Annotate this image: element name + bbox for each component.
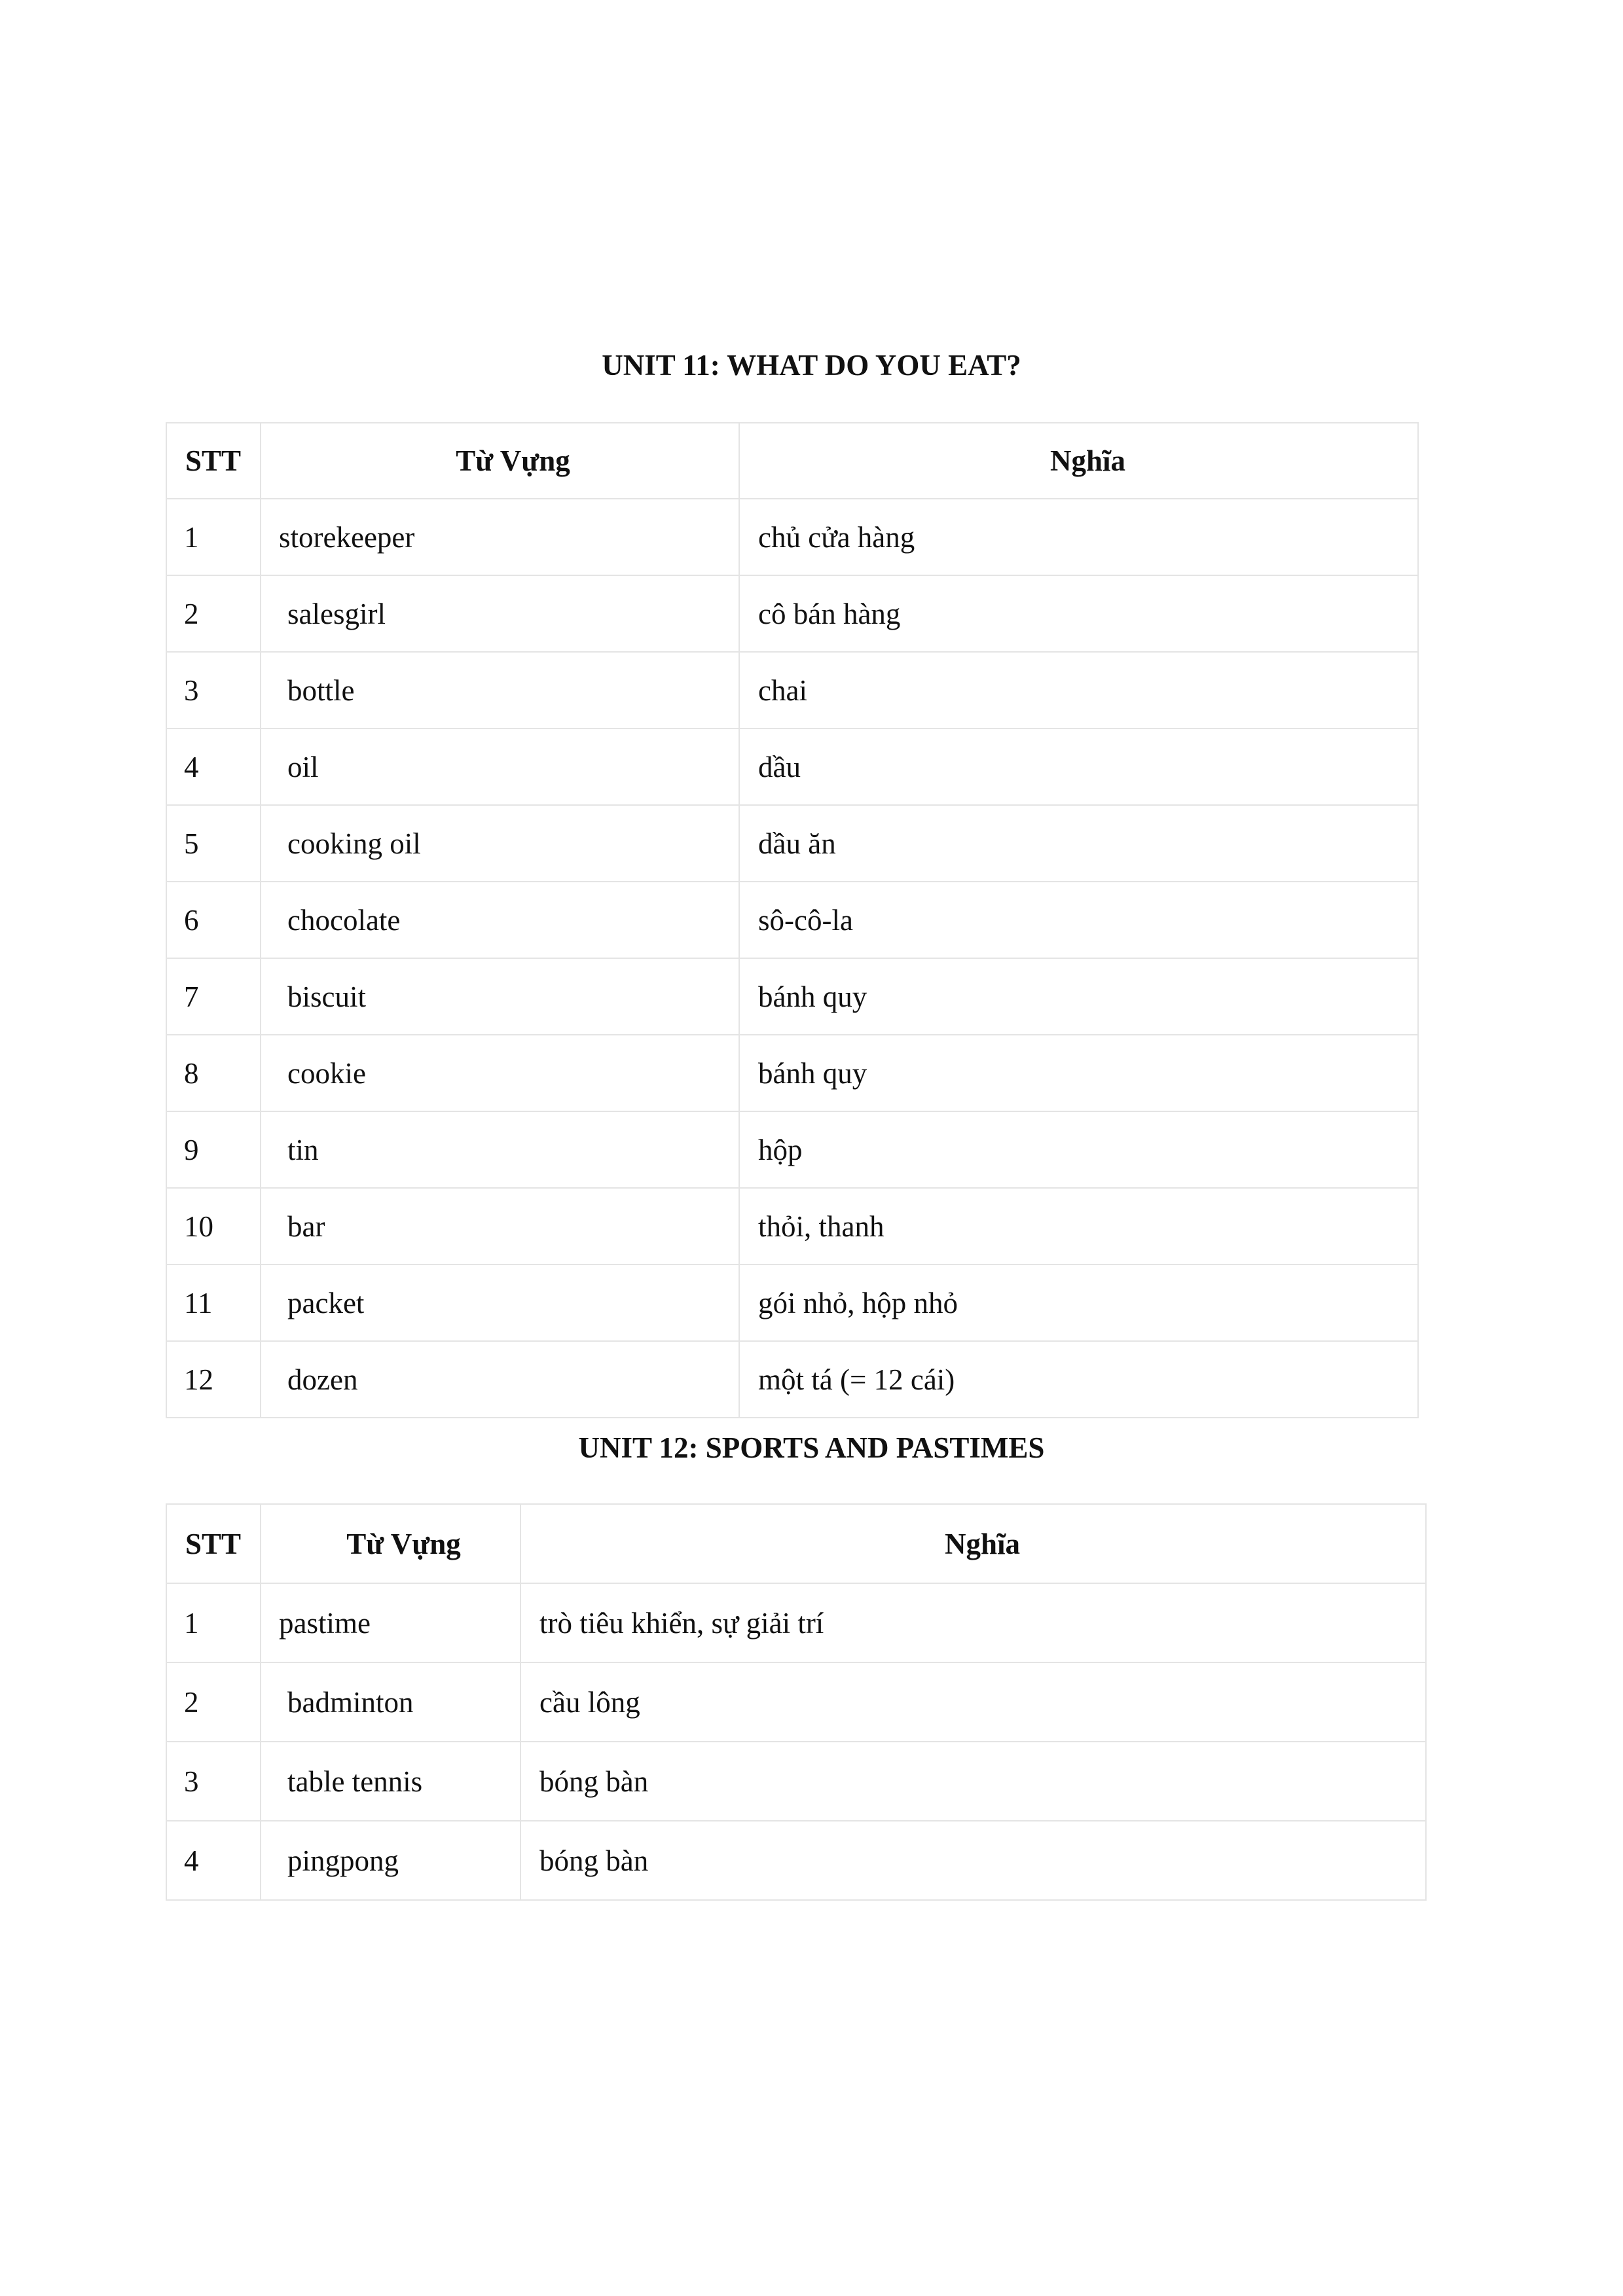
row-word: tin (261, 1111, 739, 1188)
table-row (166, 1188, 1418, 1265)
table-row (166, 882, 1418, 958)
row-word: pastime (261, 1583, 520, 1662)
row-meaning: thỏi, thanh (739, 1188, 1418, 1265)
row-meaning: bóng bàn (520, 1742, 1426, 1821)
table-row (166, 805, 1418, 882)
row-word: cooking oil (261, 805, 739, 882)
table-row (166, 728, 1418, 805)
row-meaning: chủ cửa hàng (739, 499, 1418, 575)
row-word: dozen (261, 1341, 739, 1418)
unit-11-title: UNIT 11: WHAT DO YOU EAT? (602, 349, 1021, 382)
table-row (166, 958, 1418, 1035)
row-meaning: chai (739, 652, 1418, 728)
row-word: bottle (261, 652, 739, 728)
row-stt: 12 (166, 1341, 261, 1418)
table-row (166, 499, 1418, 575)
table-row (166, 1341, 1418, 1418)
row-word: biscuit (261, 958, 739, 1035)
unit-11-vocab-table (166, 422, 1419, 1418)
row-word: cookie (261, 1035, 739, 1111)
header-meaning: Nghĩa (520, 1504, 1426, 1583)
row-stt: 1 (166, 499, 261, 575)
row-stt: 1 (166, 1583, 261, 1662)
row-stt: 7 (166, 958, 261, 1035)
header-meaning: Nghĩa (739, 423, 1418, 499)
row-stt: 2 (166, 1662, 261, 1742)
table-row (166, 1821, 1426, 1900)
row-stt: 11 (166, 1265, 261, 1341)
row-stt: 3 (166, 652, 261, 728)
header-stt: STT (166, 1504, 261, 1583)
row-stt: 4 (166, 1821, 261, 1900)
table-row (166, 1662, 1426, 1742)
row-word: bar (261, 1188, 739, 1265)
row-stt: 5 (166, 805, 261, 882)
row-meaning: cầu lông (520, 1662, 1426, 1742)
table-row (166, 1265, 1418, 1341)
row-word: table tennis (261, 1742, 520, 1821)
header-word: Từ Vựng (261, 423, 739, 499)
row-word: chocolate (261, 882, 739, 958)
table-row (166, 575, 1418, 652)
row-stt: 4 (166, 728, 261, 805)
row-meaning: dầu (739, 728, 1418, 805)
table-header-row (166, 423, 1418, 499)
header-word: Từ Vựng (261, 1504, 520, 1583)
row-word: salesgirl (261, 575, 739, 652)
row-stt: 3 (166, 1742, 261, 1821)
row-stt: 10 (166, 1188, 261, 1265)
table-row (166, 652, 1418, 728)
row-stt: 6 (166, 882, 261, 958)
row-meaning: một tá (= 12 cái) (739, 1341, 1418, 1418)
row-word: badminton (261, 1662, 520, 1742)
table-row (166, 1035, 1418, 1111)
row-meaning: bóng bàn (520, 1821, 1426, 1900)
row-meaning: dầu ăn (739, 805, 1418, 882)
unit-12-vocab-table (166, 1503, 1427, 1901)
row-word: pingpong (261, 1821, 520, 1900)
row-meaning: cô bán hàng (739, 575, 1418, 652)
row-meaning: gói nhỏ, hộp nhỏ (739, 1265, 1418, 1341)
row-meaning: bánh quy (739, 1035, 1418, 1111)
row-meaning: trò tiêu khiển, sự giải trí (520, 1583, 1426, 1662)
row-word: oil (261, 728, 739, 805)
row-word: packet (261, 1265, 739, 1341)
table-header-row (166, 1504, 1426, 1583)
row-meaning: bánh quy (739, 958, 1418, 1035)
row-stt: 9 (166, 1111, 261, 1188)
row-word: storekeeper (261, 499, 739, 575)
row-stt: 2 (166, 575, 261, 652)
unit-12-title: UNIT 12: SPORTS AND PASTIMES (578, 1431, 1045, 1464)
row-meaning: sô-cô-la (739, 882, 1418, 958)
row-meaning: hộp (739, 1111, 1418, 1188)
table-row (166, 1583, 1426, 1662)
table-row (166, 1111, 1418, 1188)
header-stt: STT (166, 423, 261, 499)
row-stt: 8 (166, 1035, 261, 1111)
table-row (166, 1742, 1426, 1821)
